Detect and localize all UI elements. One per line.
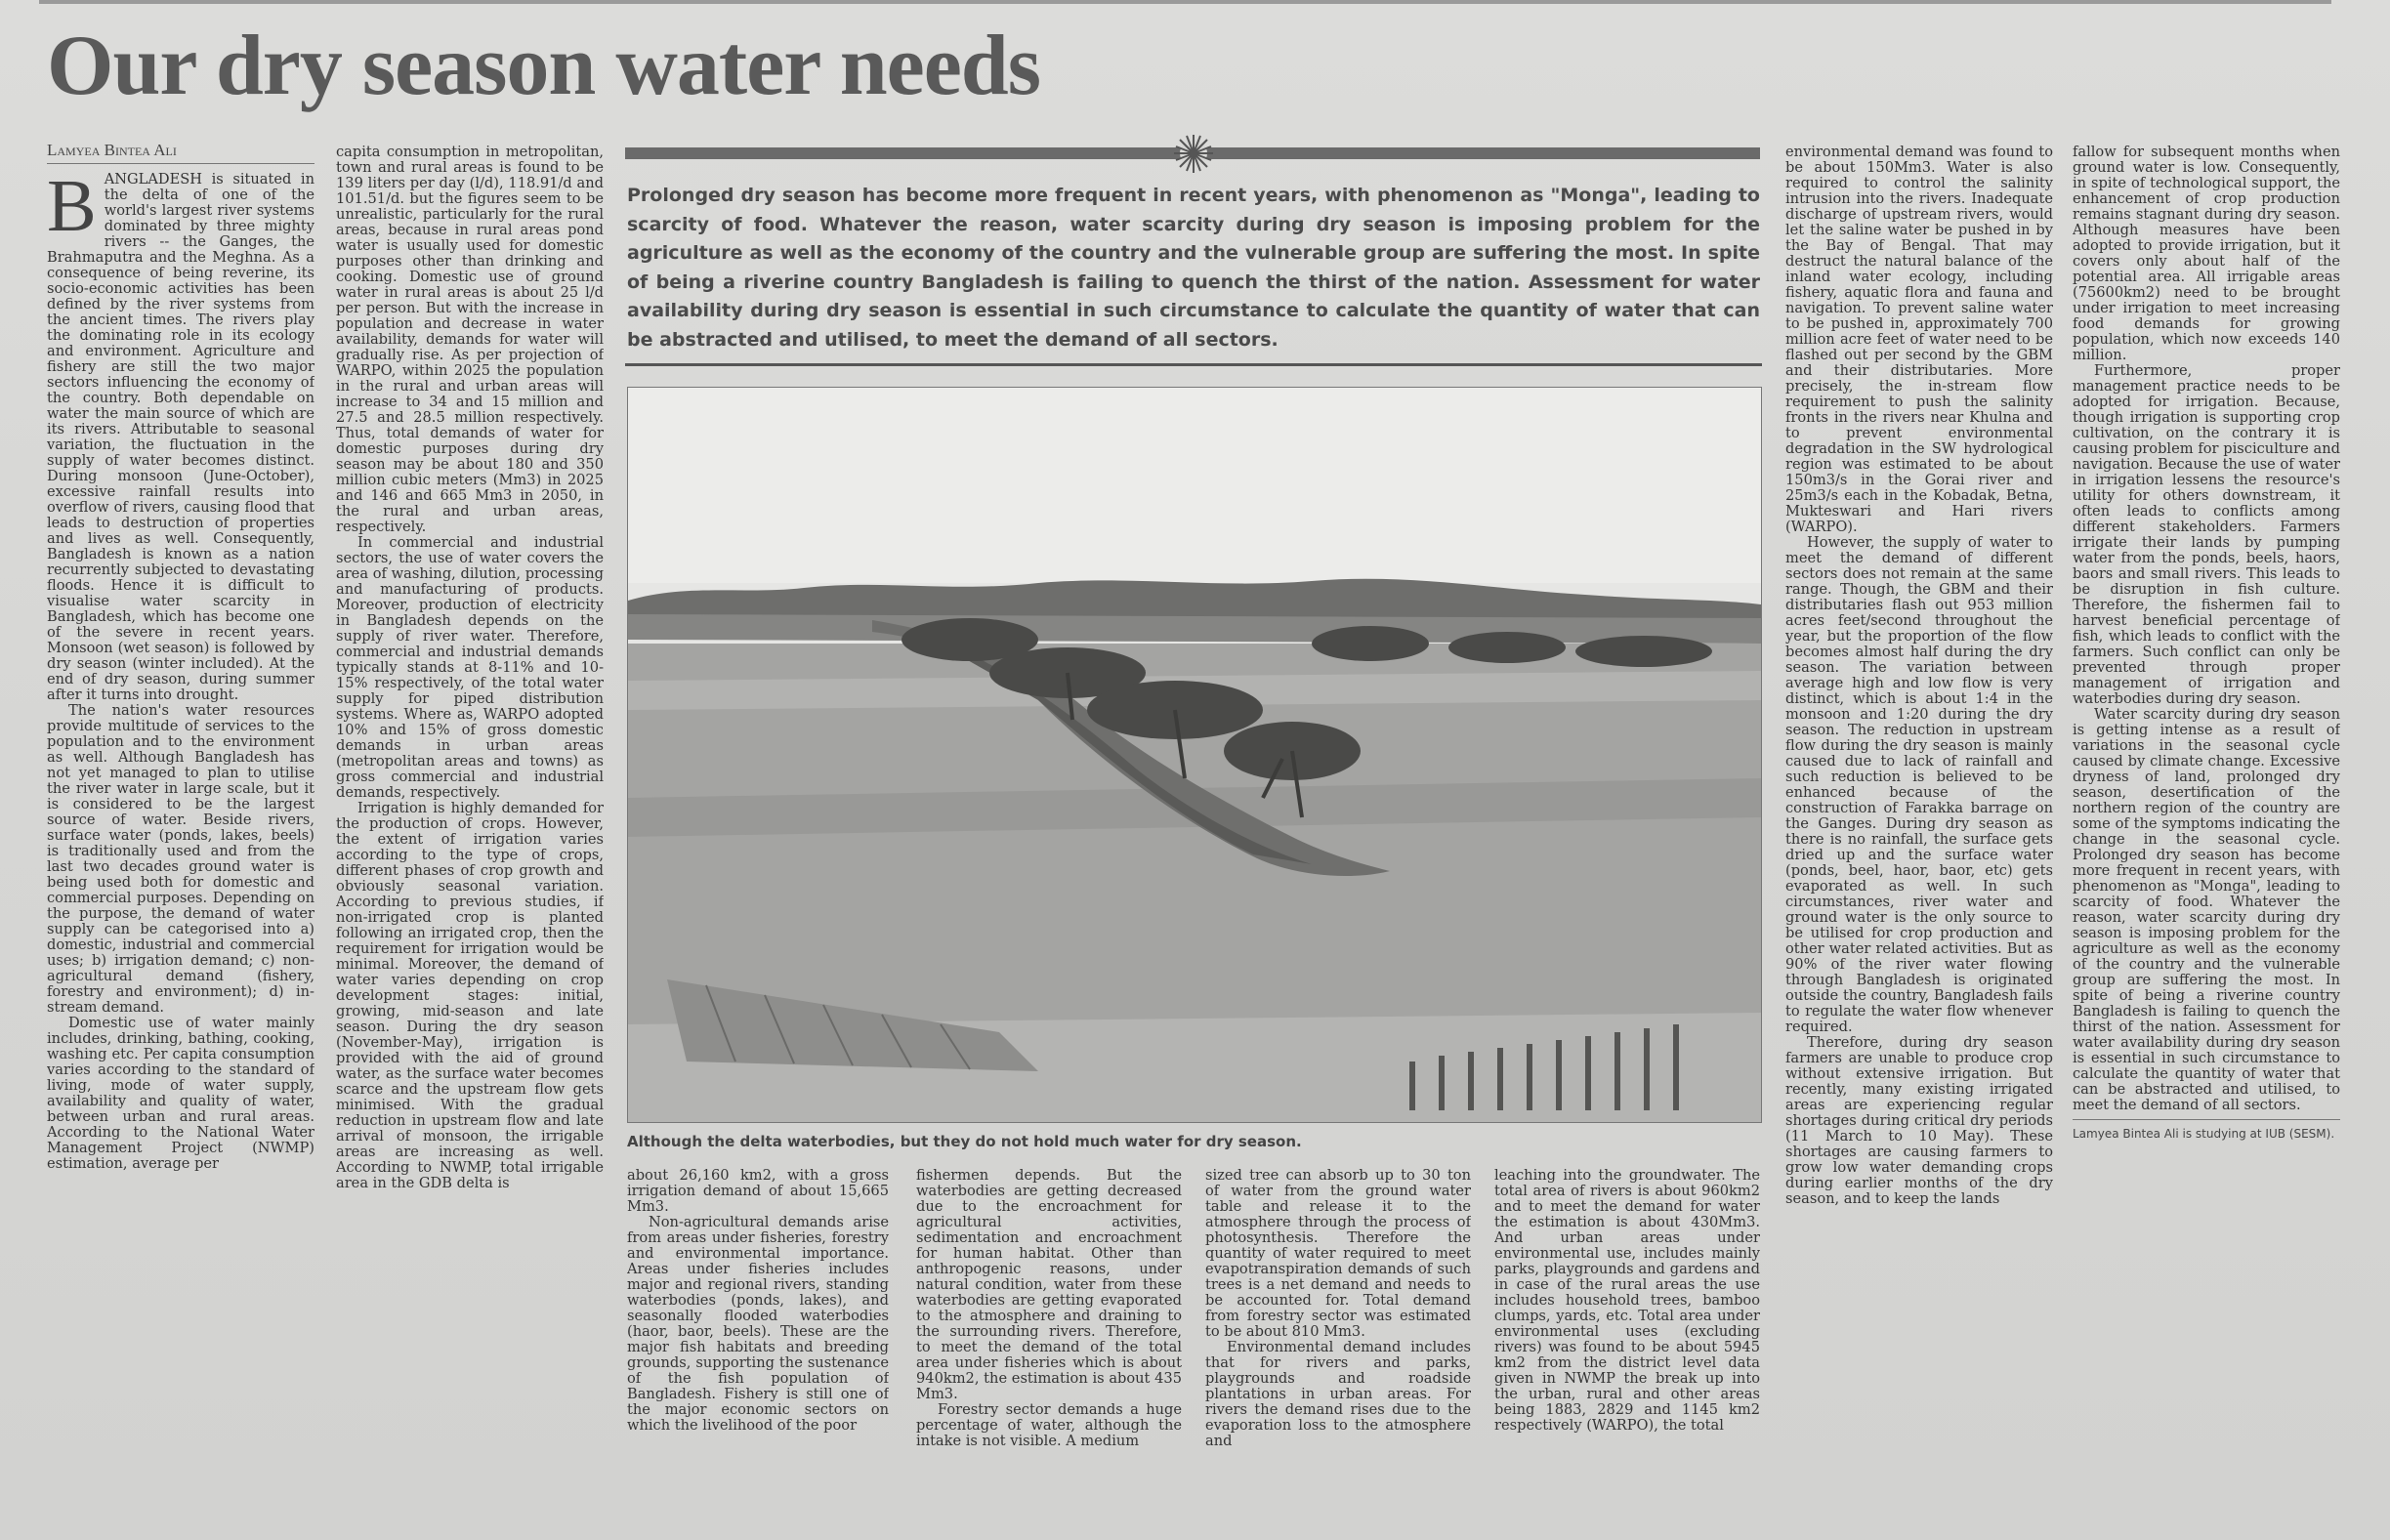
river-landscape-image	[628, 388, 1761, 1122]
column-3	[627, 1168, 889, 1510]
column-4	[916, 1168, 1182, 1510]
paragraph: capita consumption in metropolitan, town and rural areas is found to be 139 liters per day (l/d), 118.91/d and 101.51/d. but the figures seem to be unrealistic, particularly for the rural areas, because in rural areas pond water is usually used for domestic purposes other than drinking and cooking. Domestic use of ground water in rural areas is about 25 l/d per person. But with the increase in population and decrease in water availability, demands for water will gradually rise. As per projection of WARPO, within 2025 the population in the rural and urban areas will increase to 34 and 15 million and 27.5 and 28.5 million respectively. Thus, total demands of water for domestic purposes during dry season may be about 180 and 350 million cubic meters (Mm3) in 2025 and 146 and 665 Mm3 in 2050, in the rural and urban areas, respectively.	[336, 145, 604, 535]
standfirst-rule	[625, 363, 1762, 366]
paragraph: BANGLADESH is situated in the delta of one of the world's largest river systems dominated by three mighty rivers -- the Ganges, the Brahmaputra and the Meghna. As a consequence of being reverine, its socio-economic activities has been defined by the river systems from the ancient times. The rivers play the dominating role in its ecology and environment. Agriculture and fishery are still the two major sectors influencing the economy of the country. Both dependable on water the main source of which are its rivers. Attributable to seasonal variation, the fluctuation in the supply of water becomes distinct. During monsoon (June-October), excessive rainfall results into overflow of rivers, causing flood that leads to destruction of properties and lives as well. Consequently, Bangladesh is known as a nation recurrently subjected to devastating floods. Hence it is difficult to visualise water scarcity in Bangladesh, which has become one of the severe in recent years. Monsoon (wet season) is followed by dry season (winter included). At the end of dry season, during summer after it turns into drought.	[47, 165, 314, 703]
paragraph: Domestic use of water mainly includes, drinking, bathing, cooking, washing etc. Per capita consumption varies according to the standard of living, mode of water supply, availability and quality of water, between urban and rural areas. According to the National Water Management Project (NWMP) estimation, average per	[47, 1015, 314, 1172]
decorative-rule	[625, 135, 1760, 174]
column-7	[1785, 145, 2053, 1512]
paragraph: fishermen depends. But the waterbodies are getting decreased due to the encroachment for agricultural activities, sedimentation and encroachment for human habitat. Other than anthropogenic reasons, under natural condition, water from these waterbodies are getting evaporated to the atmosphere and draining to the surrounding rivers. Therefore, to meet the demand of the total area under fisheries which is about 940km2, the estimation is about 435 Mm3.	[916, 1168, 1182, 1402]
dropcap: B	[47, 165, 97, 247]
paragraph: fallow for subsequent months when ground water is low. Consequently, in spite of technological support, the enhancement of crop production remains stagnant during dry season. Although measures have been adopted to provide irrigation, but it covers only about half of the potential area. All irrigable areas (75600km2) need to be brought under irrigation to meet increasing food demands for growing population, which now exceeds 140 million.	[2073, 145, 2340, 363]
paragraph: Environmental demand includes that for rivers and parks, playgrounds and roadside plantations in urban areas. For rivers the demand rises due to the evaporation loss to the atmosphere and	[1205, 1339, 1471, 1449]
paragraph: Non-agricultural demands arise from areas under fisheries, forestry and environmental importance. Areas under fisheries includes major and regional rivers, standing waterbodies (ponds, lakes), and seasonally flooded waterbodies (haor, baor, beels). These are the major fish habitats and breeding grounds, supporting the sustenance of the fish population of Bangladesh. Fishery is still one of the major economic sectors on which the livelihood of the poor	[627, 1214, 889, 1434]
byline: Lamyea Bintea Ali	[47, 143, 314, 164]
headline: Our dry season water needs	[47, 19, 1040, 113]
paragraph: about 26,160 km2, with a gross irrigation demand of about 15,665 Mm3.	[627, 1168, 889, 1215]
paragraph: Irrigation is highly demanded for the production of crops. However, the extent of irrigation varies according to the type of crops, different phases of crop growth and obviously seasonal variation. According to previous studies, if non-irrigated crop is planted following an irrigated crop, then the requirement for irrigation would be minimal. Moreover, the demand of water varies depending on crop development stages: initial, growing, mid-season and late season. During the dry season (November-May), irrigation is provided with the aid of ground water, as the surface water becomes scarce and the upstream flow gets minimised. With the gradual reduction in upstream flow and late arrival of monsoon, the irrigable areas are increasing as well. According to NWMP, total irrigable area in the GDB delta is	[336, 800, 604, 1191]
column-2	[336, 145, 604, 1512]
paragraph: Forestry sector demands a huge percentage of water, although the intake is not visible. A medium	[916, 1401, 1182, 1449]
paragraph: In commercial and industrial sectors, the use of water covers the area of washing, dilution, processing and manufacturing of products. Moreover, production of electricity in Bangladesh depends on the supply of river water. Therefore, commercial and industrial demands typically stands at 8-11% and 10-15% respectively, of the total water supply for piped distribution systems. Where as, WARPO adopted 10% and 15% of gross domestic demands in urban areas (metropolitan areas and towns) as gross commercial and industrial demands, respectively.	[336, 534, 604, 801]
paragraph: Water scarcity during dry season is getting intense as a result of variations in the seasonal cycle caused by climate change. Excessive dryness of land, prolonged dry season, desertification of the northern region of the country are some of the symptoms indicating the change in the seasonal cycle. Prolonged dry season has become more frequent in recent years, with phenomenon as "Monga", leading to scarcity of food. Whatever the reason, water scarcity during dry season is imposing problem for the agriculture as well as the economy of the country and the vulnerable group are suffering the most. In spite of being a riverine country Bangladesh is failing to quench the thirst of the nation. Assessment for water availability during dry season is essential in such circumstance to calculate the quantity of water that can be abstracted and utilised, to meet the demand of all sectors.	[2073, 706, 2340, 1113]
column-8	[2073, 145, 2340, 1512]
starburst-icon	[1174, 135, 1213, 173]
paragraph: Furthermore, proper management practice needs to be adopted for irrigation. Because, though irrigation is supporting crop cultivation, on the contrary it is causing problem for pisciculture and navigation. Because the use of water in irrigation lessens the resource's utility for others downstream, it often leads to conflicts among different stakeholders. Farmers irrigate their lands by pumping water from the ponds, beels, haors, baors and small rivers. This leads to be disruption in fish culture. Therefore, the fishermen fail to harvest beneficial percentage of fish, which leads to conflict with the farmers. Such conflict can only be prevented through proper management of irrigation and waterbodies during dry season.	[2073, 362, 2340, 707]
column-5	[1205, 1168, 1471, 1510]
column-1	[47, 143, 314, 1510]
river-photo	[627, 387, 1762, 1123]
paragraph: leaching into the groundwater. The total area of rivers is about 960km2 and to meet the demand for water the estimation is about 430Mm3. And urban areas under environmental use, includes mainly parks, playgrounds and gardens and in case of the rural areas the use includes household trees, bamboo clumps, yards, etc. Total area under environmental uses (excluding rivers) was found to be about 5945 km2 from the district level data given in NWMP the break up into the urban, rural and other areas being 1883, 2829 and 1145 km2 respectively (WARPO), the total	[1494, 1168, 1760, 1434]
photo-caption: Although the delta waterbodies, but they do not hold much water for dry season.	[627, 1133, 1302, 1150]
column-6	[1494, 1168, 1760, 1510]
author-note: Lamyea Bintea Ali is studying at IUB (SESM).	[2073, 1119, 2340, 1142]
paragraph: Therefore, during dry season farmers are unable to produce crop without extensive irrigation. But recently, many existing irrigated areas are experiencing regular shortages during critical dry periods (11 March to 10 May). These shortages are causing farmers to grow low water demanding crops during earlier months of the dry season, and to keep the lands	[1785, 1034, 2053, 1207]
paragraph: environmental demand was found to be about 150Mm3. Water is also required to control the salinity intrusion into the rivers. Inadequate discharge of upstream rivers, would let the saline water be pushed in by the Bay of Bengal. That may destruct the natural balance of the inland water ecology, including fishery, aquatic flora and fauna and navigation. To prevent saline water to be pushed in, approximately 700 million acre feet of water need to be flashed out per second by the GBM and their distributaries. More precisely, the in-stream flow requirement to push the salinity fronts in the rivers near Khulna and to prevent environmental degradation in the SW hydrological region was estimated to be about 150m3/s in the Gorai river and 25m3/s each in the Kobadak, Betna, Mukteswari and Hari rivers (WARPO).	[1785, 145, 2053, 535]
paragraph: sized tree can absorb up to 30 ton of water from the ground water table and release it to the atmosphere through the process of photosynthesis. Therefore the quantity of water required to meet evapotranspiration demands of such trees is a net demand and needs to be accounted for. Total demand from forestry sector was estimated to be about 810 Mm3.	[1205, 1168, 1471, 1340]
paragraph: The nation's water resources provide multitude of services to the population and to the environment as well. Although Bangladesh has not yet managed to plan to utilise the river water in large scale, but it is considered to be the largest source of water. Beside rivers, surface water (ponds, lakes, beels) is traditionally used and from the last two decades ground water is being used both for domestic and commercial purposes. Depending on the purpose, the demand of water supply can be categorised into a) domestic, industrial and commercial uses; b) irrigation demand; c) non-agricultural demand (fishery, forestry and environment); d) in-stream demand.	[47, 702, 314, 1016]
standfirst: Prolonged dry season has become more frequent in recent years, with phenomenon as "Monga", leading to scarcity of food. Whatever the reason, water scarcity during dry season is imposing problem for the agriculture as well as the economy of the country and the vulnerable group are suffering the most. In spite of being a riverine country Bangladesh is failing to quench the thirst of the nation. Assessment for water availability during dry season is essential in such circumstance to calculate the quantity of water that can be abstracted and utilised, to meet the demand of all sectors.	[627, 185, 1760, 351]
paragraph: However, the supply of water to meet the demand of different sectors does not remain at the same range. Though, the GBM and their distributaries flash out 953 million acres feet/second throughout the year, but the proportion of the flow becomes almost half during the dry season. The variation between average high and low flow is very distinct, which is about 1:4 in the monsoon and 1:20 during the dry season. The reduction in upstream flow during the dry season is mainly caused due to lack of rainfall and such reduction is believed to be enhanced because of the construction of Farakka barrage on the Ganges. During dry season as there is no rainfall, the surface gets dried up and the surface water (ponds, beel, haor, baor, etc) gets evaporated as well. In such circumstances, river water and ground water is the only source to be utilised for crop production and other water related activities. But as 90% of the river water flowing through Bangladesh is originated outside the country, Bangladesh fails to regulate the water flow whenever required.	[1785, 534, 2053, 1035]
top-rule	[39, 0, 2331, 4]
